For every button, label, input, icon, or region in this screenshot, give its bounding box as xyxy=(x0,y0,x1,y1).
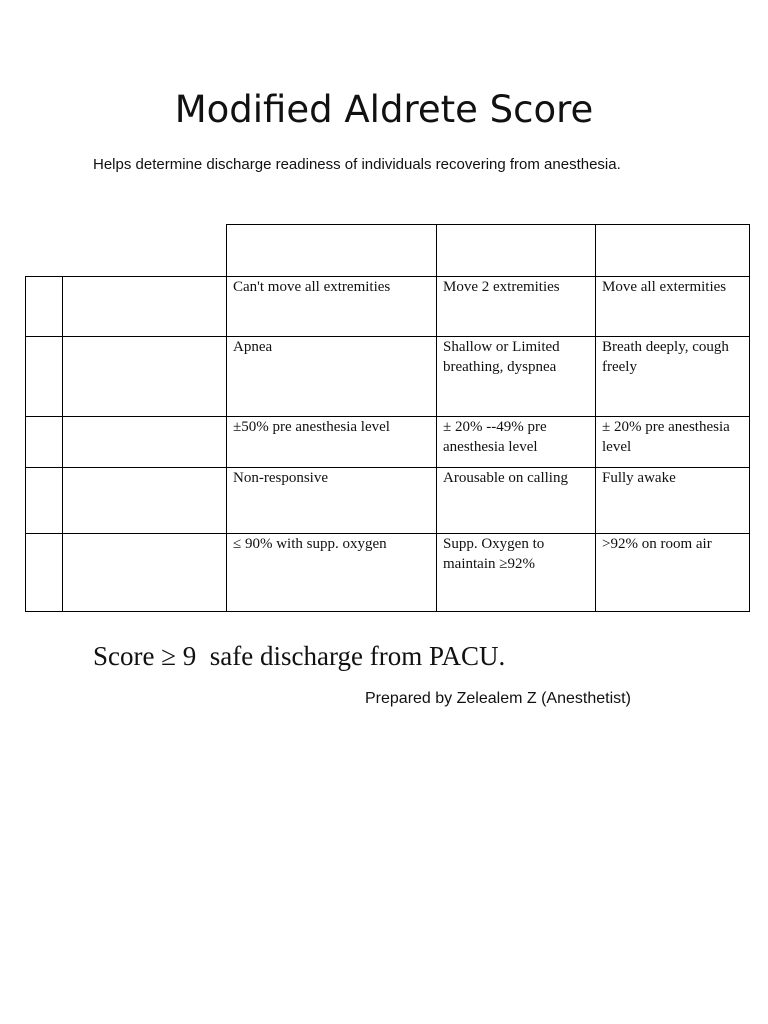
score-cell: ± 20% --49% pre anesthesia level xyxy=(437,417,596,468)
page-subtitle: Helps determine discharge readiness of individuals recovering from anesthesia. xyxy=(93,156,621,173)
score-cell: >92% on room air xyxy=(596,534,750,612)
discharge-criteria-note: Score ≥ 9 safe discharge from PACU. xyxy=(93,641,506,671)
score-cell: ≤ 90% with supp. oxygen xyxy=(227,534,437,612)
aldrete-score-table xyxy=(25,276,750,612)
table-row xyxy=(26,534,750,612)
score-cell: Move 2 extremities xyxy=(437,277,596,337)
row-detail-cell xyxy=(63,277,227,337)
row-label-cell xyxy=(26,468,63,534)
score-cell: Can't move all extremities xyxy=(227,277,437,337)
score-cell: Move all extermities xyxy=(596,277,750,337)
score-cell: ±50% pre anesthesia level xyxy=(227,417,437,468)
table-row xyxy=(26,417,750,468)
row-label-cell xyxy=(26,534,63,612)
score-cell: Supp. Oxygen to maintain ≥92% xyxy=(437,534,596,612)
score-cell: Fully awake xyxy=(596,468,750,534)
table-row xyxy=(26,337,750,417)
score-cell: Shallow or Limited breathing, dyspnea xyxy=(437,337,596,417)
row-detail-cell xyxy=(63,468,227,534)
row-detail-cell xyxy=(63,337,227,417)
prepared-by-credit: Prepared by Zelealem Z (Anesthetist) xyxy=(365,690,631,707)
row-label-cell xyxy=(26,337,63,417)
table-header-row xyxy=(226,224,750,277)
score-cell: Apnea xyxy=(227,337,437,417)
row-label-cell xyxy=(26,417,63,468)
score-cell: Breath deeply, cough freely xyxy=(596,337,750,417)
table-row xyxy=(26,468,750,534)
score-cell: Arousable on calling xyxy=(437,468,596,534)
score-cell: ± 20% pre anesthesia level xyxy=(596,417,750,468)
row-detail-cell xyxy=(63,417,227,468)
page-title: Modified Aldrete Score xyxy=(174,88,594,131)
row-detail-cell xyxy=(63,534,227,612)
row-label-cell xyxy=(26,277,63,337)
header-cell-col-3 xyxy=(596,225,750,277)
table-row xyxy=(26,277,750,337)
header-cell-col-2 xyxy=(437,225,596,277)
header-cell-col-1 xyxy=(227,225,437,277)
score-cell: Non-responsive xyxy=(227,468,437,534)
